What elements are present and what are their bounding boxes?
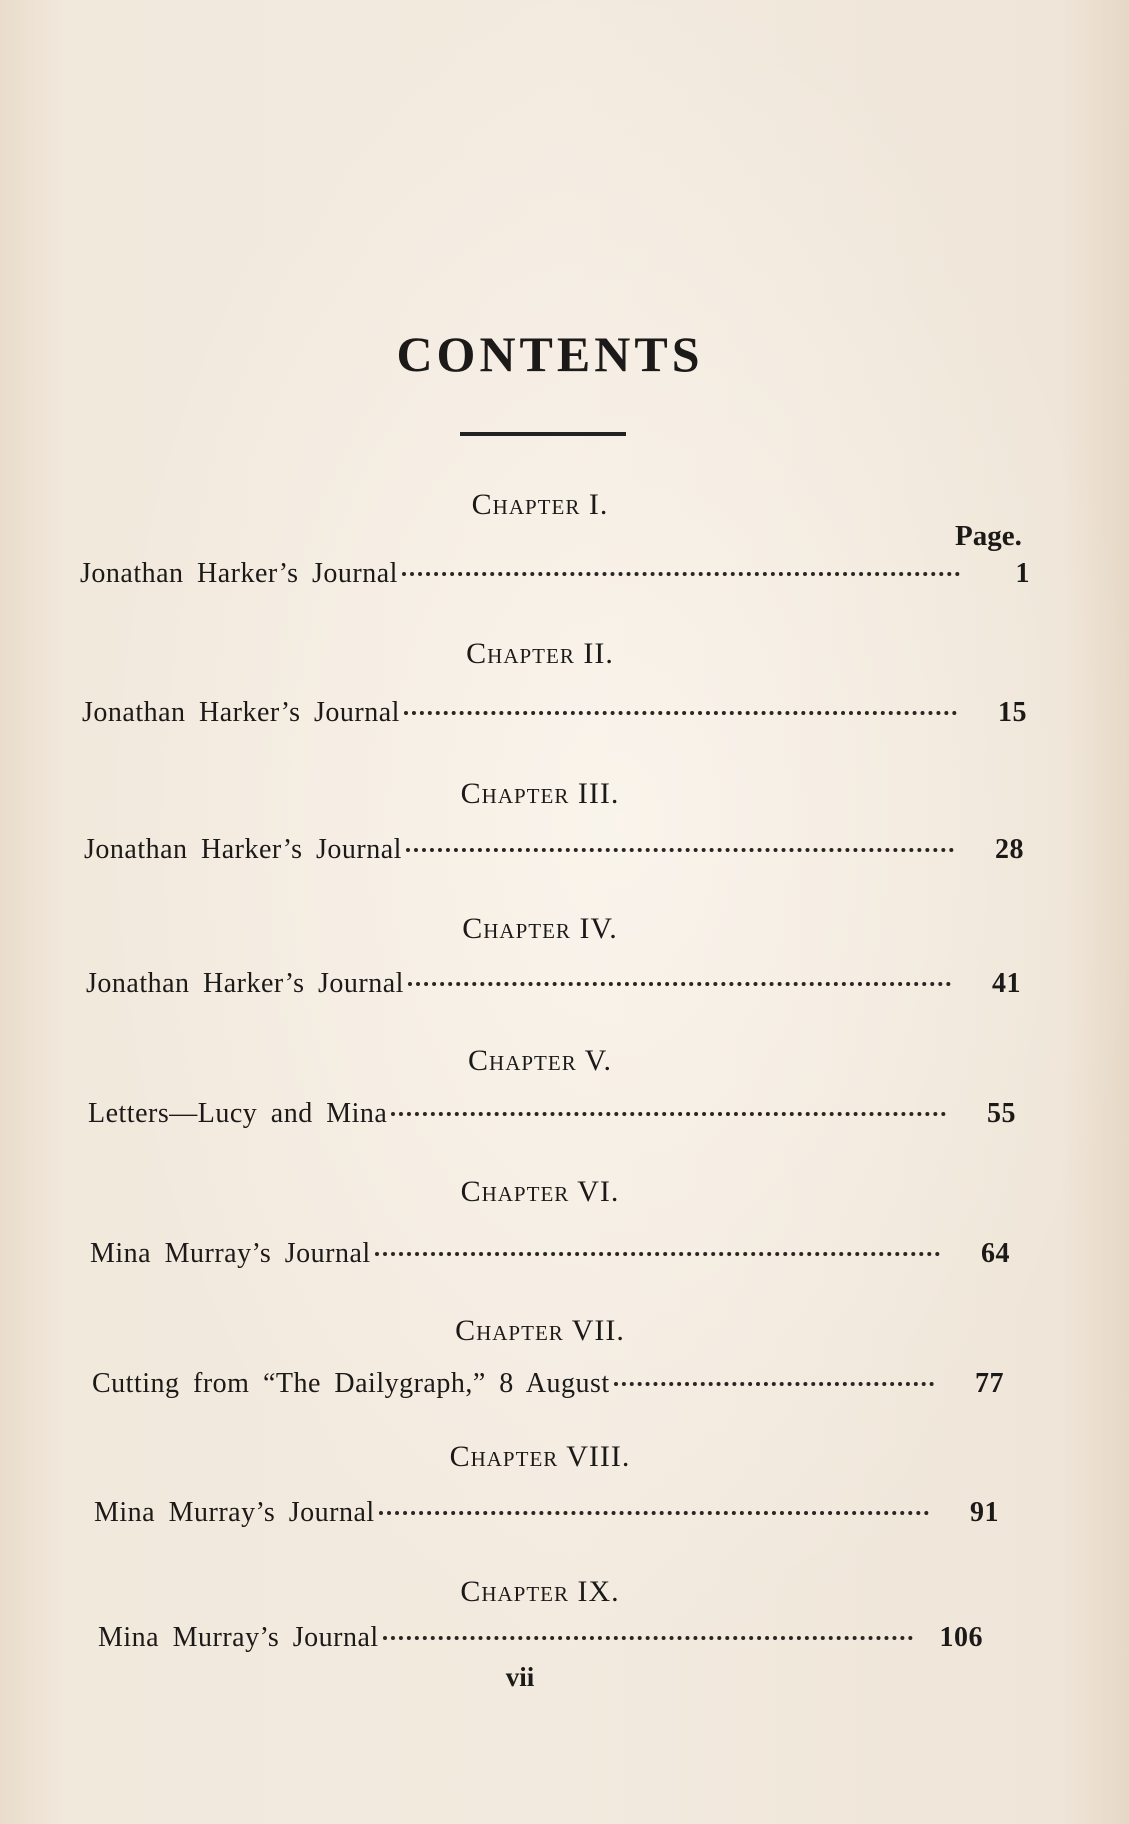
contents-heading: CONTENTS <box>396 326 704 382</box>
entry-page-number: 64 <box>981 1238 1010 1269</box>
entry-page-number: 106 <box>939 1622 983 1653</box>
entry-title: Jonathan Harker’s Journal <box>86 968 404 999</box>
chapter-numeral: VIII. <box>566 1440 631 1473</box>
chapter-word: Chapter <box>468 1044 577 1077</box>
toc-entry-6 <box>90 1238 1010 1270</box>
entry-page-number: 28 <box>995 834 1024 865</box>
entry-page-number: 1 <box>1015 558 1030 589</box>
entry-title: Letters—Lucy and Mina <box>88 1098 388 1129</box>
dot-leader <box>408 982 951 986</box>
entry-page-number: 77 <box>975 1368 1004 1399</box>
entry-page-number: 15 <box>998 697 1027 728</box>
chapter-numeral: I. <box>588 488 609 521</box>
toc-entry-9 <box>98 1622 983 1654</box>
chapter-word: Chapter <box>462 912 571 945</box>
chapter-heading-8 <box>0 1440 1080 1474</box>
entry-page-number: 41 <box>992 968 1021 999</box>
entry-page-number: 55 <box>987 1098 1016 1129</box>
dot-leader <box>391 1112 946 1116</box>
dot-leader <box>614 1382 934 1386</box>
chapter-numeral: VI. <box>577 1175 620 1208</box>
entry-title: Cutting from “The Dailygraph,” 8 August <box>92 1368 610 1399</box>
toc-entry-2 <box>82 697 1027 729</box>
toc-entry-5 <box>88 1098 1016 1130</box>
entry-title: Jonathan Harker’s Journal <box>82 697 400 728</box>
toc-entry-8 <box>94 1497 999 1529</box>
chapter-numeral: III. <box>577 777 620 810</box>
toc-entry-7 <box>92 1368 1004 1400</box>
entry-title: Jonathan Harker’s Journal <box>80 558 398 589</box>
toc-entry-3 <box>84 834 1024 866</box>
chapter-heading-1 <box>0 488 1080 522</box>
chapter-word: Chapter <box>460 1575 570 1608</box>
dot-leader <box>406 848 954 852</box>
chapter-heading-9 <box>0 1575 1080 1609</box>
chapter-heading-5 <box>0 1044 1080 1078</box>
chapter-heading-2 <box>0 637 1080 671</box>
chapter-word: Chapter <box>460 777 570 810</box>
heading-rule <box>460 432 626 436</box>
dot-leader <box>404 711 957 715</box>
chapter-heading-3 <box>0 777 1080 811</box>
dot-leader <box>375 1252 940 1256</box>
chapter-heading-6 <box>0 1175 1080 1209</box>
dot-leader <box>402 572 960 576</box>
chapter-word: Chapter <box>455 1314 564 1347</box>
chapter-word: Chapter <box>449 1440 559 1473</box>
entry-title: Mina Murray’s Journal <box>94 1497 375 1528</box>
dot-leader <box>379 1511 929 1515</box>
entry-title: Mina Murray’s Journal <box>98 1622 379 1653</box>
folio-page-number: vii <box>505 1662 535 1692</box>
chapter-numeral: VII. <box>571 1314 625 1347</box>
chapter-heading-4 <box>0 912 1080 946</box>
chapter-numeral: II. <box>583 637 614 670</box>
entry-title: Mina Murray’s Journal <box>90 1238 371 1269</box>
entry-title: Jonathan Harker’s Journal <box>84 834 402 865</box>
toc-entry-1 <box>80 558 1030 590</box>
chapter-word: Chapter <box>471 488 581 521</box>
chapter-numeral: IV. <box>579 912 618 945</box>
chapter-numeral: IX. <box>577 1575 620 1608</box>
dot-leader <box>383 1636 913 1640</box>
chapter-numeral: V. <box>584 1044 612 1077</box>
page-column-label: Page. <box>955 520 1022 552</box>
chapter-word: Chapter <box>460 1175 570 1208</box>
chapter-heading-7 <box>0 1314 1080 1348</box>
toc-entry-4 <box>86 968 1021 1000</box>
chapter-word: Chapter <box>466 637 575 670</box>
entry-page-number: 91 <box>970 1497 999 1528</box>
